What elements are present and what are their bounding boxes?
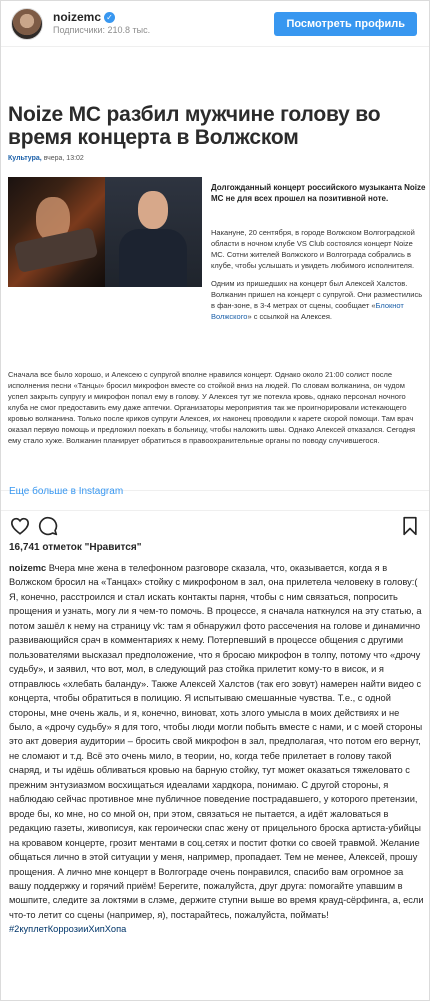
verified-badge-icon: ✓: [104, 12, 115, 23]
caption-username[interactable]: noizemc: [9, 563, 47, 573]
man-portrait-photo: [105, 177, 202, 287]
bookmark-icon[interactable]: [399, 515, 421, 537]
article-paragraph: Накануне, 20 сентября, в городе Волжском Волгоградской области в ночном клубе VS Club состоялся концерт Noize MC. Сотни жителей Волжского и Волгограда собрались в клубе, чтобы услышать и увидеть любимого исполнителя.: [211, 228, 415, 270]
article-paragraph: Сначала все было хорошо, и Алексею с супругой вполне нравился концерт. Однако около 21:00 солист после исполнения песни «Танцы» бросил микрофон вместе со стойкой вниз на людей. По словам волжанина, он чудом успел закрыть супругу и микрофон попал ему в голову. У Алексея тут же потекла кровь, однако персонал ночного клуба не смог предоставить ему даже аптечки. Организаторы мероприятия так же проигнорировали истекающего кровью волжанина. Только после криков супруги Алексея, их наконец проводили к карете скорой помощи. Там врач оказал первую помощь и предложил поехать в больницу, чтобы наложить швы. Однако Алексей отказался. Сегодня ему стало хуже. Волжанин планирует обратиться в правоохранительные органы по поводу случившегося.: [8, 370, 416, 445]
concert-photo: [8, 177, 105, 287]
source-link[interactable]: Блокнот Волжского: [211, 301, 404, 321]
post-caption: [9, 561, 425, 937]
heart-icon[interactable]: [9, 515, 31, 537]
post-header: [1, 1, 429, 47]
hashtag-link[interactable]: #2куплетКоррозииХипХопа: [9, 924, 127, 935]
paragraph-text: Одним из пришедших на концерт был Алексей Халстов. Волжанин пришел на концерт с супругой. Они разместились в фан-зоне, в 3-4 метрах от сцены, сообщает «: [211, 279, 423, 310]
username[interactable]: noizemc: [53, 9, 102, 24]
article-lead: Долгожданный концерт российского музыканта Noize MC не для всех прошел на позитивной ноте.: [211, 183, 426, 203]
article-title: Noize MC разбил мужчине голову во время концерта в Волжском: [8, 103, 381, 149]
action-bar: [1, 511, 429, 541]
account-info: [53, 11, 274, 37]
article-photo: [8, 177, 202, 287]
see-more-link[interactable]: [1, 473, 429, 511]
avatar[interactable]: [11, 8, 43, 40]
article-paragraph: [211, 278, 426, 322]
likes-count[interactable]: 16,741 отметок "Нравится": [9, 542, 142, 553]
view-profile-button[interactable]: Посмотреть профиль: [274, 12, 417, 36]
article-meta: [8, 155, 84, 162]
article-date: вчера, 13:02: [43, 155, 84, 162]
paragraph-text: » с ссылкой на Алексея.: [247, 312, 332, 321]
comment-icon[interactable]: [37, 515, 59, 537]
subscriber-count: Подписчики: 210.8 тыс.: [53, 24, 151, 35]
see-more-label[interactable]: Еще больше в Instagram: [9, 486, 124, 497]
post-media-article[interactable]: [1, 47, 429, 491]
username-row: [53, 11, 274, 24]
article-category: Культура,: [8, 155, 42, 162]
caption-text: Вчера мне жена в телефонном разговоре сказала, что, оказывается, когда я в Волжском бросил на «Танцах» стойку с микрофоном в зал, она прилетела человеку в голову:( Я, конечно, расстроился и стал искать контакты парня, чтобы с ним связаться, попросить прощения и узнать, могу ли я чем-то помочь. В процессе, я сначала наткнулся на эту статью, а потом зашёл к нему на страницу vk: там я обнаружил фото рассечения на голове и динамично развивающийся срач в комментариях к нему. Потерпевший в процессе общения с другими пользователями высказал предположение, что я бросаю микрофон в толпу, потому что «дрочу судьбу», и заявил, что вот, мол, в следующий раз стойка прилетит кому-то в висок, и я отправлюсь «хлебать баланду». Также Алексей Халстов (так его зовут) намерен найти видео с концерта, чтобы обратиться в полицию. Я испытываю смешанные чувства. Т.е., с одной стороны, мне очень жаль, и я, конечно, виноват, хоть злого умысла в моих действиях и не было, а «дрочу судьбу» я для того, чтобы люди могли побыть вместе с нами, и с моей стороны это акт доверия аудитории – бросить свой микрофон в зал, предполагая, что потом его вернут, не сломают и т.д. Всё это очень мило, в теории, но, когда тебе прилетает в голову такой снаряд, и ты идёшь обливаться кровью на барную стойку, тут может оказаться тяжеловато с прежним энтузиазмом восхищаться идеалами хардкора, понимаю. С другой стороны, я наблюдаю сейчас противное мне публичное поведение пострадавшего, у которого претензии, вроде бы, ко мне, но со мной он, при этом, связаться не пытается, а идёт жаловаться в редакцию газеты, живописуя, как героически спас жену от прицельного броска артиста-убийцы на кровавом концерте, грозит ментами в соц.сетях и постит фотки со своей травмой. Желание общаться лично в этой ситуации у меня, например, пропадает. Тем не менее, Алексей, прошу прощения. А лично мне концерт в Волгограде очень понравился, спасибо вам огромное за вашу поддержку и горячий приём! Берегите, пожалуйста, друг друга: помогайте упавшим в мошпите, следите за локтями в слэме, держите ступни выше во время крауд-сёрфинга, а, если что-то летит со сцены (например, я), постарайтесь, пожалуйста, поймать!: [9, 563, 424, 920]
